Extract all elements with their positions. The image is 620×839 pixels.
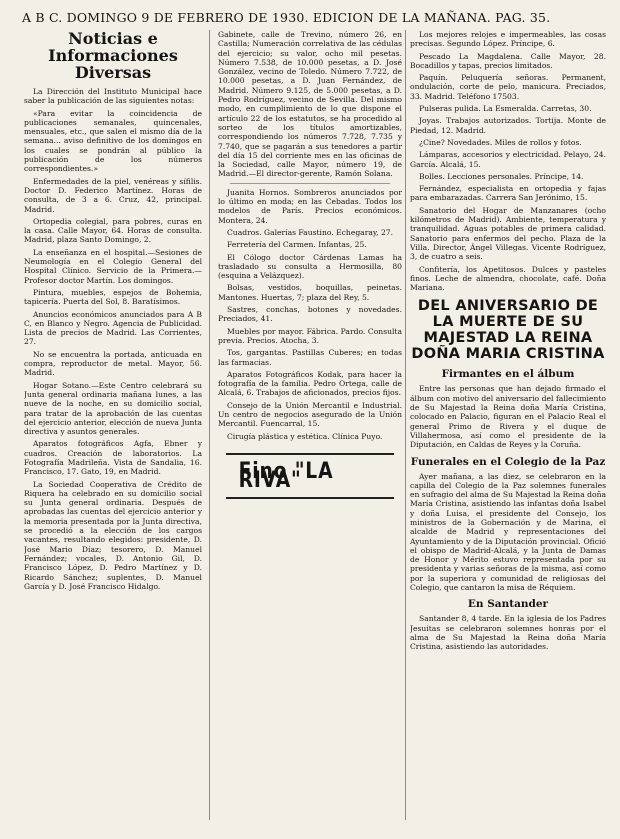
news-item: Pulseras pulida. La Esmeralda. Carretas, 30. (419, 104, 592, 114)
news-item: Juanita Hornos. Sombreros anunciados por lo último en moda; en las Cebadas. Todos los modelos de París. Precios económicos. Montera, 24. (218, 187, 402, 225)
news-item: Bolsas, vestidos, boquillas, peinetas. Mantones. Huertas, 7; plaza del Rey, 5. (218, 283, 402, 302)
headline: DEL ANIVERSARIO DE LA MUERTE DE SU MAJESTAD LA REINA DOÑA MARIA CRISTINA (411, 298, 605, 363)
news-item: Los mejores relojes e impermeables, las cosas precisas. Segundo López. Príncipe, 6. (410, 30, 606, 49)
news-item: Muebles por mayor. Fábrica. Pardo. Consulta previa. Precios. Atocha, 3. (218, 326, 402, 345)
news-item: Sastres, conchas, botones y novedades. Preciados, 41. (218, 305, 402, 324)
subheading-album: Firmantes en el álbum (441, 368, 575, 381)
news-item: «Para evitar la coincidencia de publicaciones semanales, quincenales, mensuales, etc., que salen el mismo día de la semana... aviso definitivo de los domingos en los cuales se pondrán al público la publicación de los números correspondientes.» (24, 108, 202, 174)
news-item: Hogar Sotano.—Este Centro celebrará su Junta general ordinaria mañana lunes, a las nueve de la noche, en su domicilio social, para tratar de la aprobación de las cuentas del ejercicio anterior, elección de nueva Junta directiva y asuntos generales. (24, 380, 202, 437)
news-item: No se encuentra la portada, anticuada en compra, reproductor de metal. Mayor, 56. Madrid. (24, 349, 202, 378)
news-item: Aparatos fotográficos Agfa, Ebner y cuadros. Creación de laboratorios. La Fotografía Madrileña. Vista de Sandalia, 16. Francisco, 17. Gato, 19, en Madrid. (24, 439, 202, 477)
news-item: Enfermedades de la piel, venéreas y sífilis. Doctor D. Federico Martínez. Horas de consulta, de 3 a 6. Cruz, 42, principal. Madrid. (24, 176, 202, 214)
news-item: Lámparas, accesorios y electricidad. Pelayo, 24. García. Alcalá, 15. (410, 150, 606, 169)
news-item: Cirugía plástica y estética. Clínica Puyo. (227, 431, 383, 441)
advertisement-text: Fino "LA RIVA" (238, 458, 334, 493)
news-item: Pintura, muebles, espejos de Bohemia, tapicería. Puerta del Sol, 8. Baratísimos. (24, 287, 202, 307)
news-item: La enseñanza en el hospital.—Sesiones de Neumología en el Colegio General del Hospital Clínico. Servicio de la Primera.—Profesor doctor Martín. Los domingos. (24, 247, 202, 285)
column-3 (410, 30, 606, 830)
news-item: Cuadros. Galerías Faustino. Echegaray, 27. (227, 227, 394, 237)
column-rule (209, 30, 210, 820)
news-item: Confitería, los Apetitosos. Dulces y pasteles finos. Leche de almendra, chocolate, café. Doña Mariana. (410, 264, 606, 293)
news-item: El Cólogo doctor Cárdenas Lamas ha trasladado su consulta a Hermosilla, 80 (esquina a Velázquez). (218, 252, 402, 281)
news-item: Anuncios económicos anunciados para A B C, en Blanco y Negro. Agencia de Publicidad. Lista de precios de Madrid. Las Corrientes, 27. (24, 309, 202, 347)
news-item: Aparatos Fotográficos Kodak, para hacer la fotografía de la familia. Pedro Ortega, calle de Alcalá, 6. Trabajos de aficionados, precios fijos. (218, 369, 402, 398)
news-item: Gabinete, calle de Trevino, número 26, en Castilla; Numeración correlativa de las cédulas del ejercicio; su valor, ocho mil pesetas. Número 7.538, de 10.000 pesetas, a D. José González, vecino de Toledo. Número 7.722, de 10.000 pesetas, a D. Juan Fernández, de Madrid. Número 9.125, de 5.000 pesetas, a D. Pedro Rodríguez, vecino de Sevilla. Del mismo modo, en cumplimiento de lo que dispone el artículo 22 de los estatutos, se ha procedido al sorteo de los títulos amortizables, correspondiendo los números 7.728, 7.735 y 7.740, que se pagarán a sus tenedores a partir del día 15 del corriente mes en las oficinas de la Sociedad, calle Mayor, número 19, de Madrid.—El director-gerente, Ramón Solana. (218, 30, 402, 179)
news-item: La Sociedad Cooperativa de Crédito de Riquera ha celebrado en su domicilio social su Junta general ordinaria. Después de aprobadas las cuentas del ejercicio anterior y la memoria presentada por la Junta directiva, se procedió a la elección de los cargos vacantes, resultando elegidos: presidente, D. José Mario Díaz; tesorero, D. Manuel Fernández; vocales, D. Antonio Gil, D. Francisco López, D. Pedro Martínez y D. Ricardo Sánchez; suplentes, D. Manuel García y D. José Francisco Hidalgo. (24, 479, 202, 591)
column-1 (24, 30, 202, 830)
news-item: La Dirección del Instituto Municipal hace saber la publicación de las siguientes notas: (24, 87, 202, 106)
column-rule (405, 30, 406, 820)
section-title: Noticias e Informaciones Diversas (48, 30, 178, 82)
news-item: Fernández, especialista en ortopedia y fajas para embarazadas. Carrera San Jerónimo, 15. (410, 184, 606, 203)
news-item: Paquín. Peluquería señoras. Permanent, ondulación, corte de pelo, manicura. Preciados, 33. Madrid. Teléfono 17503. (410, 73, 606, 101)
article-body: Ayer mañana, a las diez, se celebraron en la capilla del Colegio de la Paz solemnes funerales en sufragio del alma de Su Majestad la Reina doña María Cristina, asistiendo las infantas doña Isabel y doña Luisa, el presidente del Consejo, los ministros de la Gobernación y de Marina, el alcalde de Madrid y representaciones del Ayuntamiento y de la Diputación provincial. Ofició el obispo de Madrid-Alcalá, y la Junta de Damas de Honor y Mérito estuvo representada por su presidenta y varias señoras de la misma, así como por la superiora y comunidad de religiosas del Colegio, que cantaron la misa de Réquiem. (410, 471, 606, 593)
news-item: Consejo de la Unión Mercantil e Industrial. Un centro de negocios asegurado de la Unión Mercantil. Fuencarral, 15. (218, 400, 402, 429)
news-item: Sanatorio del Hogar de Manzanares (ocho kilómetros de Madrid). Ambiente, temperatura y tranquilidad. Aguas potables de primera calidad. Sanatorio para enfermos del pecho. Plaza de la Villa. Director, Ángel Villegas. Vicente Rodríguez, 3, de cuatro a seis. (410, 205, 606, 262)
article-body: Santander 8, 4 tarde. En la iglesia de los Padres Jesuitas se celebraron solemnes honras por el alma de Su Majestad la Reina doña María Cristina, asistiendo las autoridades. (410, 614, 606, 652)
advertisement-box (226, 453, 394, 499)
divider (230, 183, 390, 184)
news-item: ¿Cine? Novedades. Miles de rollos y fotos. (419, 137, 582, 147)
news-item: Tos, gargantas. Pastillas Cuberes; en todas las farmacias. (218, 348, 402, 367)
column-2 (218, 30, 402, 830)
subheading-santander: En Santander (467, 598, 549, 611)
page-header: A B C. DOMINGO 9 DE FEBRERO DE 1930. EDICION DE LA MAÑANA. PAG. 35. (22, 10, 551, 25)
subheading-funerales: Funerales en el Colegio de la Paz (410, 455, 606, 468)
news-item: Joyas. Trabajos autorizados. Tortija. Monte de Piedad, 12. Madrid. (410, 116, 606, 135)
article-body: Entre las personas que han dejado firmado el álbum con motivo del aniversario del fallecimiento de Su Majestad la Reina doña María Cristina, colocado en Palacio, figuran en el Palacio Real el general Primo de Rivera y el duque de Villahermosa, así como el presidente de la Diputación, en Caldas de Reyes y la Coruña. (410, 384, 606, 450)
news-item: Ortopedia colegial, para pobres, curas en la casa. Calle Mayor, 64. Horas de consulta. Madrid, plaza Santo Domingo, 2. (24, 216, 202, 245)
news-item: Pescado La Magdalena. Calle Mayor, 28. Bocadillos y tapas, precios limitados. (410, 51, 606, 70)
news-item: Ferretería del Carmen. Infantas, 25. (227, 240, 367, 250)
news-item: Bolles. Lecciones personales. Príncipe, 14. (419, 171, 584, 181)
